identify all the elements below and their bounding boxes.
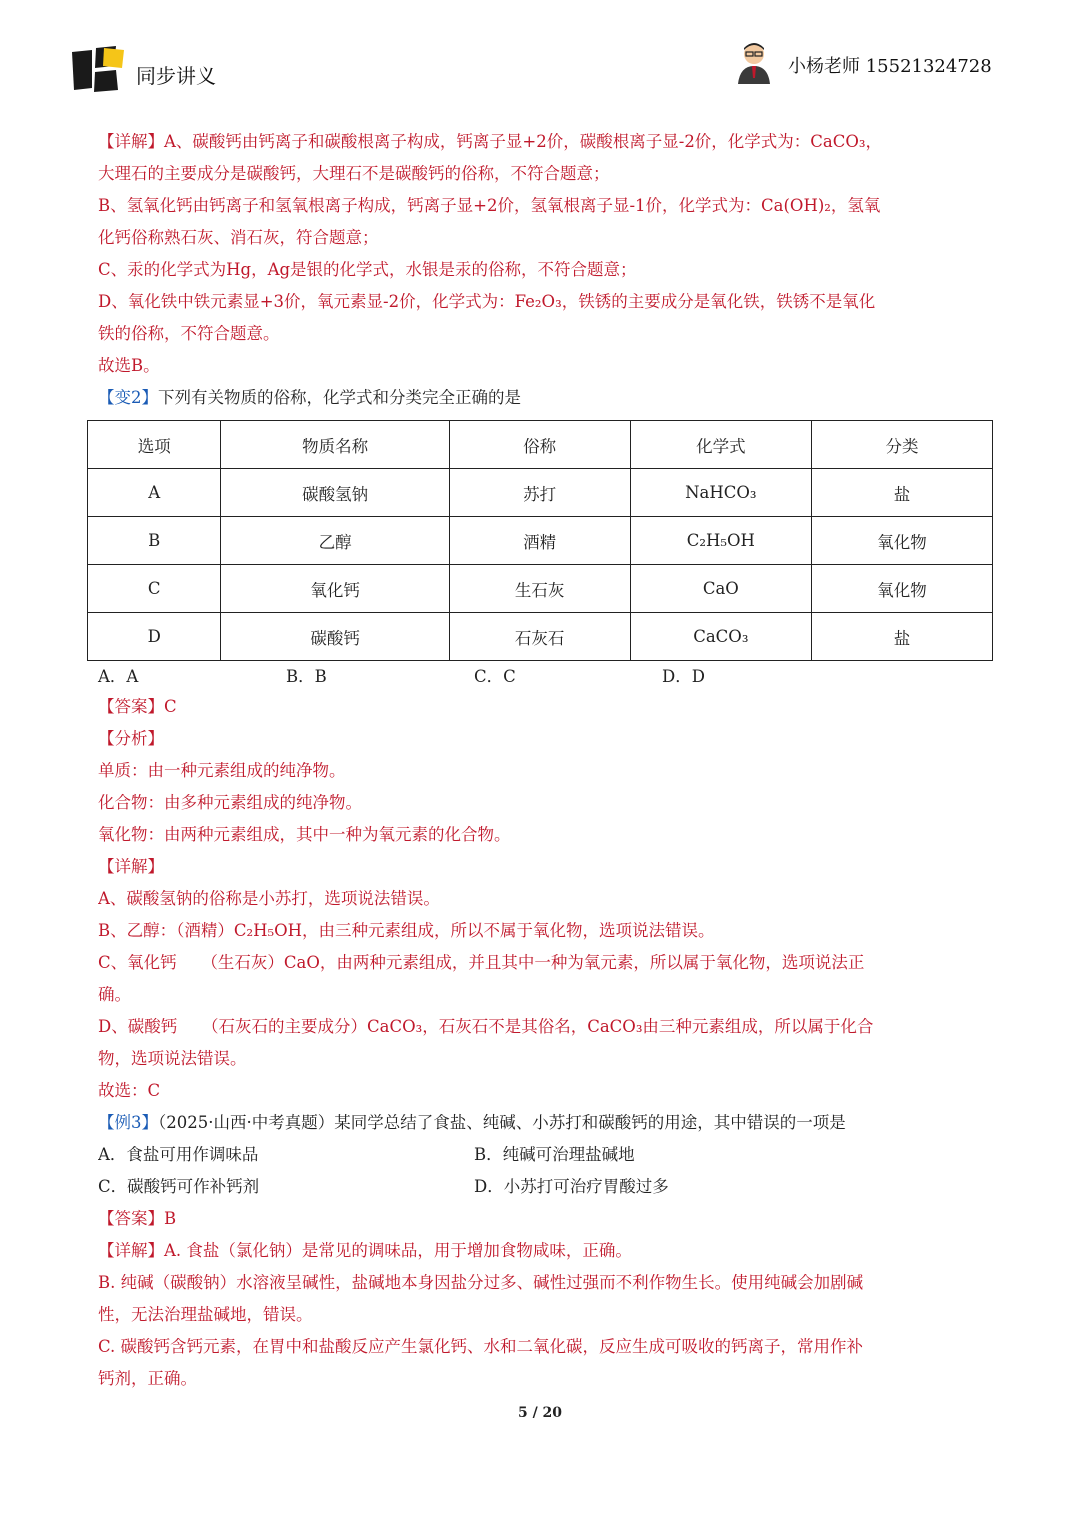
table-cell: D: [88, 613, 221, 661]
answer-line: 【答案】B: [98, 1209, 177, 1228]
table-row: [88, 469, 993, 517]
substance-table: [87, 420, 993, 661]
table-cell: 碳酸钙: [221, 613, 449, 661]
detail-line: 性，无法治理盐碱地，错误。: [98, 1305, 313, 1324]
choice-d: D．D: [662, 667, 705, 686]
detail-line: 大理石的主要成分是碳酸钙，大理石不是碳酸钙的俗称，不符合题意；: [98, 164, 610, 183]
detail-line: 物，选项说法错误。: [98, 1049, 247, 1068]
table-row: [88, 565, 993, 613]
detail-line: 铁的俗称，不符合题意。: [98, 324, 280, 343]
detail-line: C、氧化钙 （生石灰）CaO，由两种元素组成，并且其中一种为氧元素，所以属于氧化物，选项说法正: [98, 953, 865, 972]
table-cell: 生石灰: [449, 565, 630, 613]
answer-line: 【答案】C: [98, 697, 177, 716]
brand-logo-icon: [70, 46, 126, 92]
table-cell: 氧化物: [812, 565, 993, 613]
variant-tag: 【变2】: [98, 388, 158, 407]
table-cell: C: [88, 565, 221, 613]
choice-b: B．B: [286, 667, 327, 686]
table-header-cell: 化学式: [630, 421, 812, 469]
table-cell: 石灰石: [449, 613, 630, 661]
table-header-cell: 选项: [88, 421, 221, 469]
table-cell: NaHCO₃: [630, 469, 812, 517]
table-cell: CaCO₃: [630, 613, 812, 661]
table-cell: 苏打: [449, 469, 630, 517]
page-header: [0, 0, 1080, 110]
analysis-line: 氧化物：由两种元素组成，其中一种为氧元素的化合物。: [98, 825, 511, 844]
table-cell: C₂H₅OH: [630, 517, 812, 565]
conclusion-line: 故选：C: [98, 1081, 161, 1100]
detail-line: 化钙俗称熟石灰、消石灰，符合题意；: [98, 228, 379, 247]
page-content: [98, 126, 986, 1395]
answer-choices: [98, 663, 986, 691]
example-question: [98, 1107, 986, 1139]
example-tag: 【例3】: [98, 1113, 158, 1132]
table-row: [88, 613, 993, 661]
choice-c: C．C: [474, 667, 516, 686]
table-cell: A: [88, 469, 221, 517]
table-cell: 氧化钙: [221, 565, 449, 613]
table-cell: CaO: [630, 565, 812, 613]
choice-b: B．纯碱可治理盐碱地: [474, 1145, 635, 1164]
table-cell: 氧化物: [812, 517, 993, 565]
table-header-cell: 分类: [812, 421, 993, 469]
table-cell: 盐: [812, 469, 993, 517]
detail-line: B. 纯碱（碳酸钠）水溶液呈碱性，盐碱地本身因盐分过多、碱性过强而不利作物生长。使用纯碱会加剧碱: [98, 1273, 864, 1292]
table-row: [88, 517, 993, 565]
table-header-cell: 物质名称: [221, 421, 449, 469]
question-text: 下列有关物质的俗称，化学式和分类完全正确的是: [158, 388, 521, 407]
detail-line: B、乙醇：（酒精）C₂H₅OH，由三种元素组成，所以不属于氧化物，选项说法错误。: [98, 921, 715, 940]
detail-tag: 【详解】: [98, 857, 164, 876]
question-text: （2025·山西·中考真题）某同学总结了食盐、纯碱、小苏打和碳酸钙的用途，其中错误的一项是: [158, 1113, 846, 1132]
analysis-line: 化合物：由多种元素组成的纯净物。: [98, 793, 362, 812]
choice-row: [98, 1139, 986, 1171]
table-cell: 酒精: [449, 517, 630, 565]
table-cell: B: [88, 517, 221, 565]
table-header-cell: 俗称: [449, 421, 630, 469]
analysis-tag: 【分析】: [98, 729, 164, 748]
choice-c: C．碳酸钙可作补钙剂: [98, 1177, 260, 1196]
detail-line: C、汞的化学式为Hg，Ag是银的化学式，水银是汞的俗称，不符合题意；: [98, 260, 637, 279]
choice-a: A．食盐可用作调味品: [98, 1145, 259, 1164]
teacher-avatar-icon: [734, 40, 774, 84]
detail-line: C. 碳酸钙含钙元素，在胃中和盐酸反应产生氯化钙、水和二氧化碳，反应生成可吸收的钙离子，常用作补: [98, 1337, 864, 1356]
table-cell: 乙醇: [221, 517, 449, 565]
page-number: 5 / 20: [517, 1405, 563, 1421]
choice-a: A．A: [98, 667, 139, 686]
choice-d: D．小苏打可治疗胃酸过多: [474, 1177, 669, 1196]
detail-line: 钙剂，正确。: [98, 1369, 197, 1388]
table-cell: 盐: [812, 613, 993, 661]
analysis-line: 单质：由一种元素组成的纯净物。: [98, 761, 346, 780]
detail-line: B、氢氧化钙由钙离子和氢氧根离子构成，钙离子显+2价，氢氧根离子显-1价，化学式为：Ca(OH)₂，氢氧: [98, 196, 881, 215]
detail-line: 确。: [98, 985, 131, 1004]
detail-line: D、氧化铁中铁元素显+3价，氧元素显-2价，化学式为：Fe₂O₃，铁锈的主要成分是氧化铁，铁锈不是氧化: [98, 292, 876, 311]
detail-line: D、碳酸钙 （石灰石的主要成分）CaCO₃，石灰石不是其俗名，CaCO₃由三种元素组成，所以属于化合: [98, 1017, 874, 1036]
teacher-contact: 小杨老师 15521324728: [788, 56, 992, 77]
conclusion-line: 故选B。: [98, 356, 160, 375]
brand-title: 同步讲义: [136, 64, 216, 88]
table-header-row: [88, 421, 993, 469]
detail-line: A、碳酸氢钠的俗称是小苏打，选项说法错误。: [98, 889, 440, 908]
table-cell: 碳酸氢钠: [221, 469, 449, 517]
detail-line: 【详解】A、碳酸钙由钙离子和碳酸根离子构成，钙离子显+2价，碳酸根离子显-2价，化学式为：CaCO₃，: [98, 132, 883, 151]
variant-question: [98, 382, 986, 414]
choice-row: [98, 1171, 986, 1203]
detail-line: 【详解】A. 食盐（氯化钠）是常见的调味品，用于增加食物咸味，正确。: [98, 1241, 632, 1260]
